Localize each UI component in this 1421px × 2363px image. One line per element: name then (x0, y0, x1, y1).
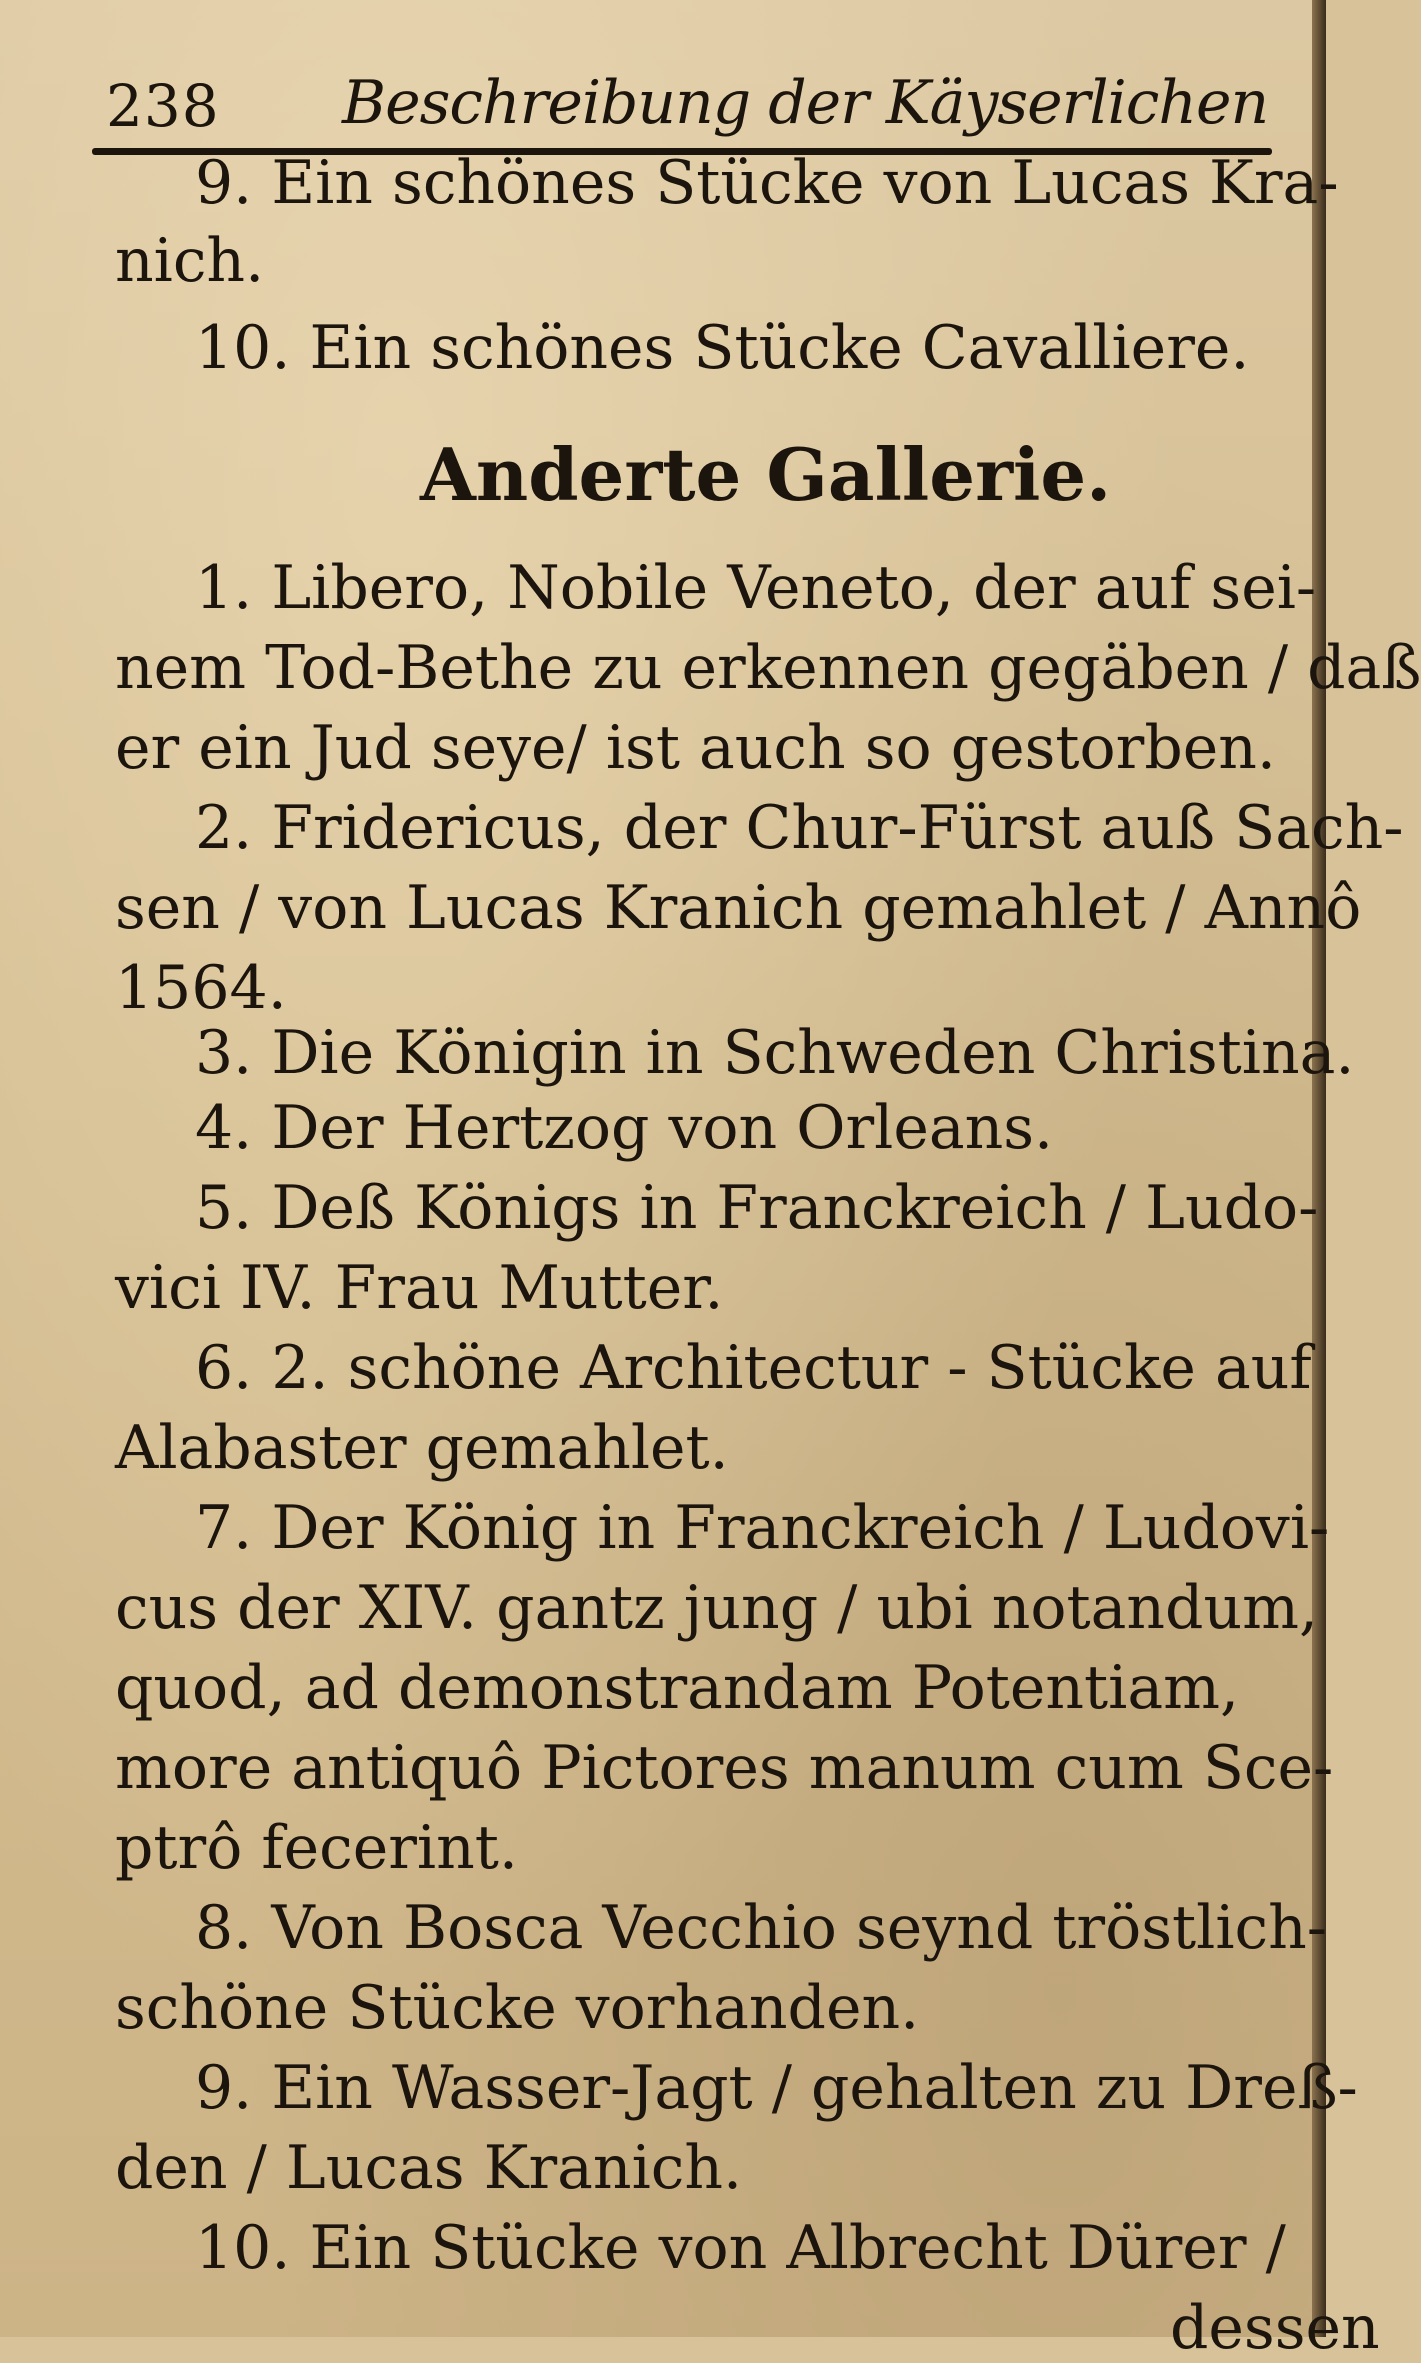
text-line: 9. Ein Wasser-Jagt / gehalten zu Dreß- (195, 2053, 1358, 2123)
text-line: 9. Ein schönes Stücke von Lucas Kra- (195, 148, 1339, 218)
text-line: 1564. (115, 953, 287, 1023)
catchword: dessen (1170, 2293, 1380, 2363)
text-line: 4. Der Hertzog von Orleans. (195, 1093, 1054, 1163)
text-line: 10. Ein Stücke von Albrecht Dürer / (195, 2213, 1286, 2283)
text-line: nich. (115, 226, 265, 296)
running-title: Beschreibung der Käyserlichen (342, 68, 1269, 138)
text-line: cus der XIV. gantz jung / ubi notandum, (115, 1573, 1319, 1643)
text-line: sen / von Lucas Kranich gemahlet / Annô (115, 873, 1362, 943)
text-line: 6. 2. schöne Architectur - Stücke auf (195, 1333, 1312, 1403)
text-line: 7. Der König in Franckreich / Ludovi- (195, 1493, 1330, 1563)
text-line: 5. Deß Königs in Franckreich / Ludo- (195, 1173, 1319, 1243)
text-line: 2. Fridericus, der Chur-Fürst auß Sach- (195, 793, 1404, 863)
page-header (92, 50, 1272, 155)
section-heading: Anderte Gallerie. (420, 432, 1112, 517)
text-line: 3. Die Königin in Schweden Christina. (195, 1018, 1355, 1088)
text-line: more antiquô Pictores manum cum Sce- (115, 1733, 1334, 1803)
text-line: schöne Stücke vorhanden. (115, 1973, 920, 2043)
text-line: den / Lucas Kranich. (115, 2133, 743, 2203)
page-number: 238 (106, 72, 220, 140)
text-line: 10. Ein schönes Stücke Cavalliere. (195, 313, 1250, 383)
text-line: 1. Libero, Nobile Veneto, der auf sei- (195, 553, 1317, 623)
text-line: vici IV. Frau Mutter. (115, 1253, 724, 1323)
text-line: 8. Von Bosca Vecchio seynd tröstlich- (195, 1893, 1328, 1963)
text-line: er ein Jud seye/ ist auch so gestorben. (115, 713, 1276, 783)
text-line: Alabaster gemahlet. (115, 1413, 729, 1483)
page-edge (1312, 0, 1326, 2337)
text-line: nem Tod-Bethe zu erkennen gegäben / daß (115, 633, 1421, 703)
text-line: quod, ad demonstrandam Potentiam, (115, 1653, 1240, 1723)
text-line: ptrô fecerint. (115, 1813, 518, 1883)
